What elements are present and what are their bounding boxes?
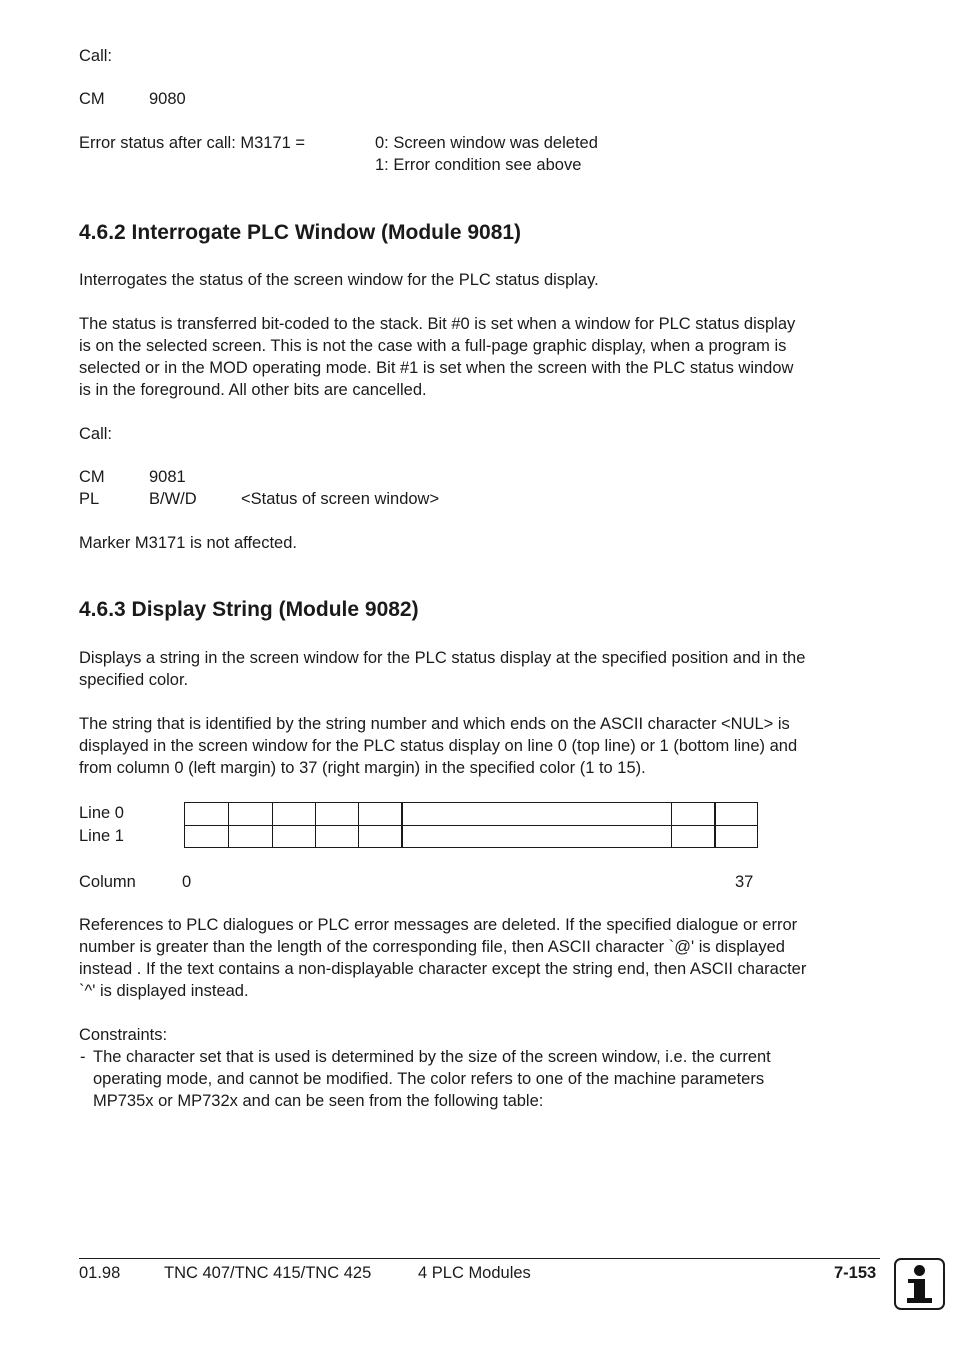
info-icon-base [907, 1298, 932, 1303]
section-462-para-line: is in the foreground. All other bits are cancelled. [79, 381, 427, 399]
footer-models: TNC 407/TNC 415/TNC 425 [164, 1264, 372, 1282]
grid-column-divider [315, 803, 316, 847]
info-icon[interactable] [894, 1258, 945, 1310]
grid-column-divider [358, 803, 359, 847]
cm-label-462: CM [79, 468, 105, 486]
pl-type-462: B/W/D [149, 490, 197, 508]
error-status-line-0: 0: Screen window was deleted [375, 134, 598, 152]
cm-value-top: 9080 [149, 90, 186, 108]
call-label-top: Call: [79, 47, 113, 65]
cm-value-462: 9081 [149, 468, 186, 486]
grid-column-divider [714, 803, 716, 847]
constraints-label: Constraints: [79, 1026, 168, 1044]
section-462-para-line: The status is transferred bit-coded to the stack. Bit #0 is set when a window for PLC status display [79, 315, 796, 333]
footer-date: 01.98 [79, 1264, 121, 1282]
constraint-bullet: - [80, 1048, 86, 1066]
section-463-para-line: specified color. [79, 671, 189, 689]
section-463-para-line: number is greater than the length of the corresponding file, then ASCII character `@' is displayed [79, 938, 785, 956]
diagram-column-start: 0 [182, 873, 192, 891]
section-463-para-line: The string that is identified by the string number and which ends on the ASCII character <NUL> is [79, 715, 790, 733]
constraint-line: operating mode, and cannot be modified. The color refers to one of the machine parameters [93, 1070, 765, 1088]
grid-column-divider [272, 803, 273, 847]
grid-column-divider [401, 803, 403, 847]
section-463-para-line: `^' is displayed instead. [79, 982, 249, 1000]
constraint-line: MP735x or MP732x and can be seen from the following table: [93, 1092, 544, 1110]
grid-column-divider [228, 803, 229, 847]
section-462-para-line: is on the selected screen. This is not the case with a full-page graphic display, when a program is [79, 337, 787, 355]
call-label-462: Call: [79, 425, 113, 443]
constraint-line: The character set that is used is determined by the size of the screen window, i.e. the current [93, 1048, 771, 1066]
section-463-para-line: from column 0 (left margin) to 37 (right margin) in the specified color (1 to 15). [79, 759, 646, 777]
diagram-column-end: 37 [735, 873, 754, 891]
diagram-line-1-label: Line 1 [79, 827, 124, 845]
section-463-para-line: displayed in the screen window for the PLC status display on line 0 (top line) or 1 (bottom line) and [79, 737, 798, 755]
section-463-para-line: References to PLC dialogues or PLC error messages are deleted. If the specified dialogue or error [79, 916, 798, 934]
section-heading-463: 4.6.3 Display String (Module 9082) [79, 598, 419, 621]
footer-chapter: 4 PLC Modules [418, 1264, 531, 1282]
pl-label-462: PL [79, 490, 100, 508]
footer-page-number: 7-153 [834, 1264, 877, 1282]
footer-rule [79, 1258, 880, 1259]
diagram-line-0-label: Line 0 [79, 804, 124, 822]
grid-column-divider [671, 803, 672, 847]
diagram-column-label: Column [79, 873, 136, 891]
error-status-label: Error status after call: M3171 = [79, 134, 306, 152]
section-463-para-line: Displays a string in the screen window for the PLC status display at the specified position and in the [79, 649, 806, 667]
section-462-para-line: selected or in the MOD operating mode. Bit #1 is set when the screen with the PLC status window [79, 359, 794, 377]
error-status-line-1: 1: Error condition see above [375, 156, 582, 174]
info-icon-dot [914, 1265, 925, 1276]
screen-window-grid [184, 802, 758, 848]
marker-note-462: Marker M3171 is not affected. [79, 534, 297, 552]
section-462-intro: Interrogates the status of the screen window for the PLC status display. [79, 271, 599, 289]
section-heading-462: 4.6.2 Interrogate PLC Window (Module 9081) [79, 221, 522, 244]
pl-description-462: <Status of screen window> [241, 490, 440, 508]
cm-label-top: CM [79, 90, 105, 108]
section-463-para-line: instead . If the text contains a non-displayable character except the string end, then ASCII character [79, 960, 807, 978]
